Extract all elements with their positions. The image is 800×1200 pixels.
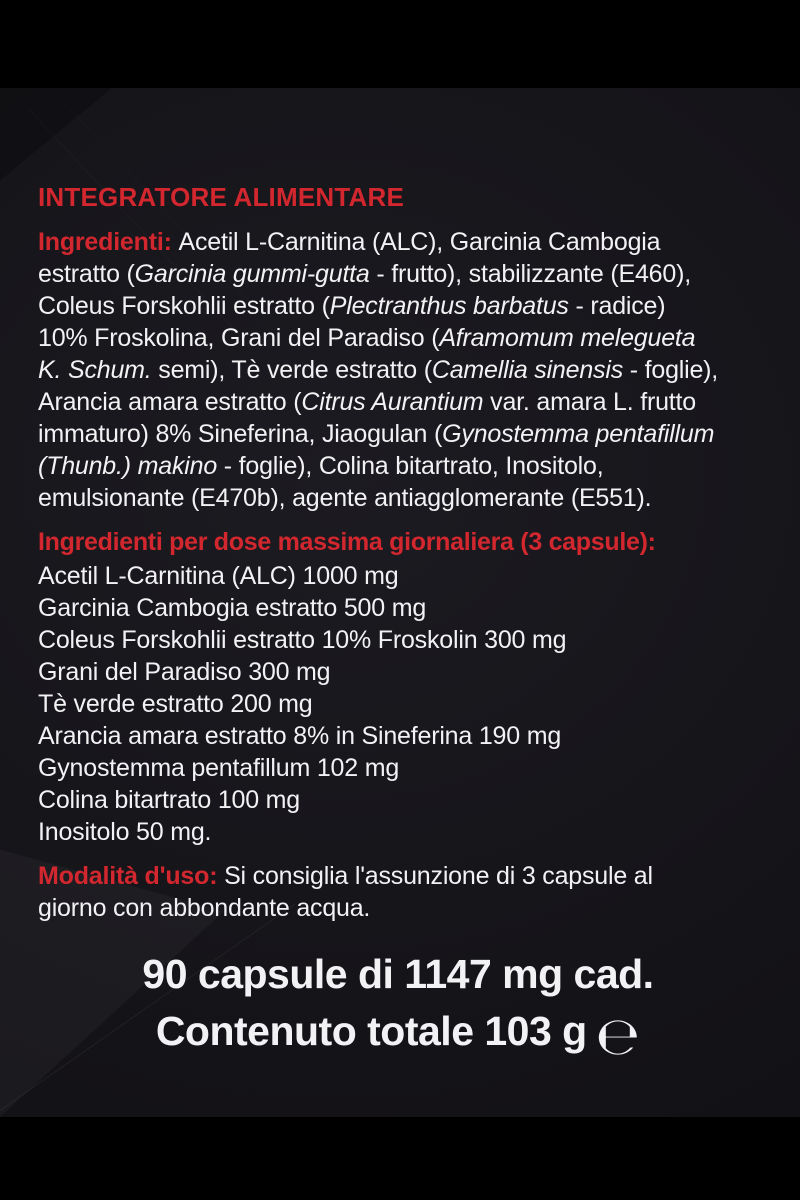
net-content-text: Contenuto totale 103 g (155, 1008, 587, 1054)
bottom-black-band (0, 1117, 800, 1200)
text-line: Gynostemma pentafillum 102 mg (38, 754, 400, 782)
text-line: Grani del Paradiso 300 mg (38, 658, 331, 686)
text-line: Coleus Forskohlii estratto (Plectranthus barbatus - radice) (38, 292, 666, 320)
top-black-band (0, 0, 800, 88)
text-line: (Thunb.) makino - foglie), Colina bitartrato, Inositolo, (38, 452, 604, 480)
dose-heading: Ingredienti per dose massima giornaliera (3 capsule): (38, 528, 656, 556)
text-line: 10% Froskolina, Grani del Paradiso (Aframomum melegueta (38, 324, 696, 352)
text-line: emulsionante (E470b), agente antiagglomerante (E551). (38, 484, 652, 512)
text-line: Colina bitartrato 100 mg (38, 786, 301, 814)
text-line: Acetil L-Carnitina (ALC) 1000 mg (38, 562, 399, 590)
text-line: Coleus Forskohlii estratto 10% Froskolin 300 mg (38, 626, 567, 654)
text-line: Garcinia Cambogia estratto 500 mg (38, 594, 427, 622)
text-line: Ingredienti: Acetil L-Carnitina (ALC), Garcinia Cambogia (38, 228, 661, 256)
label-main-area (0, 88, 800, 1117)
text-line: Modalità d'uso: Si consiglia l'assunzione di 3 capsule al (38, 862, 653, 890)
text-line: Tè verde estratto 200 mg (38, 690, 313, 718)
text-line: K. Schum. semi), Tè verde estratto (Camellia sinensis - foglie), (38, 356, 719, 384)
pack-size-block (38, 946, 772, 1066)
label-content (0, 88, 800, 1066)
net-content-line (38, 1003, 758, 1066)
dose-list (38, 560, 772, 848)
text-line: immaturo) 8% Sineferina, Jiaogulan (Gynostemma pentafillum (38, 420, 715, 448)
capsule-count-line: 90 capsule di 1147 mg cad. (142, 951, 654, 997)
text-line: estratto (Garcinia gummi-gutta - frutto), stabilizzante (E460), (38, 260, 691, 288)
estimated-symbol: ℮ (595, 1007, 641, 1067)
page-title: INTEGRATORE ALIMENTARE (38, 182, 404, 212)
usage-paragraph (38, 860, 772, 924)
text-line: Arancia amara estratto 8% in Sineferina 190 mg (38, 722, 562, 750)
text-line: giorno con abbondante acqua. (38, 894, 371, 922)
text-line: Inositolo 50 mg. (38, 818, 212, 846)
text-line: Arancia amara estratto (Citrus Aurantium var. amara L. frutto (38, 388, 696, 416)
ingredients-paragraph (38, 226, 772, 514)
